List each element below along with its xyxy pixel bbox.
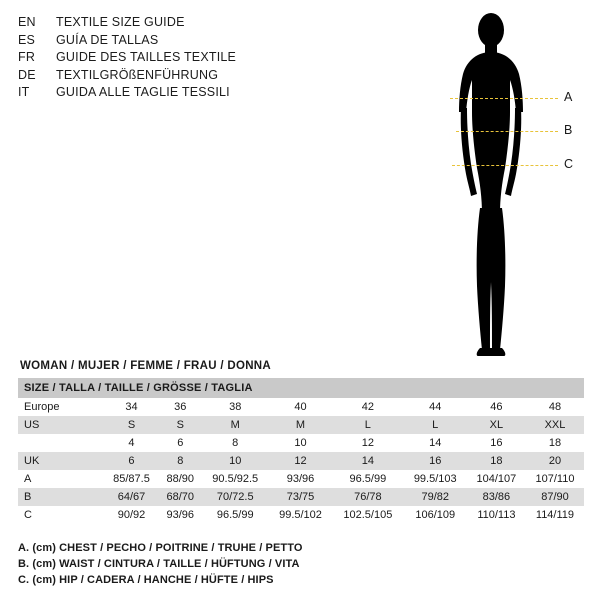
cell: 6 (177, 437, 184, 449)
title-row (18, 49, 398, 67)
measure-line-a (450, 98, 558, 99)
language-code: FR (18, 50, 36, 64)
title-text: TEXTILGRÖßENFÜHRUNG (56, 67, 219, 82)
cell: 68/70 (166, 491, 195, 503)
cell: 40 (294, 401, 307, 413)
cell: 38 (229, 401, 242, 413)
measure-label-c: C (564, 157, 574, 171)
cell: S (176, 419, 184, 431)
cell: 96.5/99 (216, 509, 254, 521)
cell: 16 (490, 437, 503, 449)
cell: XXL (544, 419, 566, 431)
title-row (18, 14, 398, 32)
title-row (18, 84, 398, 102)
cell: 6 (128, 455, 135, 467)
footnote-a: A. (cm) CHEST / PECHO / POITRINE / TRUHE / PETTO (18, 542, 303, 554)
cell: 10 (294, 437, 307, 449)
size-table (18, 378, 584, 524)
measure-label-b: B (564, 123, 573, 137)
cell: 20 (548, 455, 562, 467)
footnote-b: B. (cm) WAIST / CINTURA / TAILLE / HÜFTUNG / VITA (18, 558, 300, 570)
cell: 36 (174, 401, 187, 413)
language-code: IT (18, 85, 30, 99)
cell: 93/96 (286, 473, 315, 485)
table-row (18, 488, 584, 506)
cell: 18 (548, 437, 562, 449)
measure-label-a: A (564, 90, 573, 104)
cell: L (432, 419, 439, 431)
table-row (18, 416, 584, 434)
table-group-label: WOMAN / MUJER / FEMME / FRAU / DONNA (20, 360, 272, 372)
cell: 90.5/92.5 (212, 473, 259, 485)
cell: 114/119 (535, 509, 575, 521)
cell: 85/87.5 (113, 473, 150, 485)
measure-line-c (452, 165, 558, 166)
row-label: US (24, 419, 40, 431)
row-label (18, 434, 104, 452)
row-label: A (24, 473, 32, 485)
cell: 79/82 (421, 491, 449, 503)
cell: 8 (232, 437, 239, 449)
table-head-label: SIZE / TALLA / TAILLE / GRÖSSE / TAGLIA (24, 382, 253, 394)
cell: 102.5/105 (343, 509, 393, 521)
cell: S (127, 419, 136, 431)
cell: 107/110 (535, 473, 575, 485)
cell: 4 (128, 437, 135, 449)
table-row (18, 434, 584, 452)
measure-line-b (456, 131, 558, 132)
cell: M (230, 419, 240, 431)
cell: 42 (361, 401, 374, 413)
cell: M (295, 419, 306, 431)
language-code: ES (18, 32, 36, 47)
cell: 34 (125, 401, 138, 413)
cell: 73/75 (286, 491, 315, 503)
title-text: GUÍA DE TALLAS (56, 32, 159, 47)
cell: XL (489, 419, 504, 431)
cell: 110/113 (477, 509, 516, 521)
cell: 88/90 (166, 473, 195, 485)
cell: 87/90 (541, 491, 569, 503)
cell: 104/107 (476, 473, 517, 485)
cell: 48 (548, 401, 562, 413)
cell: 12 (361, 437, 374, 449)
title-row (18, 32, 398, 50)
title-block (18, 14, 398, 102)
size-table-section (18, 360, 584, 524)
cell: 93/96 (166, 509, 195, 521)
cell: 90/92 (117, 509, 146, 521)
cell: 46 (490, 401, 503, 413)
row-label: B (24, 491, 32, 503)
table-row (18, 398, 584, 416)
cell: 106/109 (415, 509, 456, 521)
footnote-c: C. (cm) HIP / CADERA / HANCHE / HÜFTE / HIPS (18, 574, 274, 586)
cell: 44 (429, 401, 442, 413)
row-label: C (24, 509, 32, 521)
cell: 76/78 (354, 491, 382, 503)
body-figure (430, 8, 590, 378)
title-row (18, 67, 398, 85)
row-label: UK (24, 455, 40, 467)
cell: 14 (429, 437, 442, 449)
cell: 14 (361, 455, 374, 467)
table-head-row (18, 378, 584, 398)
female-silhouette-icon (430, 8, 590, 378)
language-code: DE (18, 67, 36, 82)
table-row (18, 452, 584, 470)
cell: 64/67 (117, 491, 146, 503)
title-text: TEXTILE SIZE GUIDE (56, 15, 185, 29)
cell: 96.5/99 (349, 473, 387, 485)
cell: 99.5/103 (413, 473, 457, 485)
table-row (18, 506, 584, 524)
cell: 83/86 (482, 491, 511, 503)
footnotes (18, 540, 538, 588)
cell: 70/72.5 (216, 491, 254, 503)
cell: 8 (177, 455, 184, 467)
cell: L (364, 419, 371, 431)
cell: 18 (490, 455, 503, 467)
table-row (18, 470, 584, 488)
row-label: Europe (24, 401, 60, 413)
cell: 10 (229, 455, 242, 467)
cell: 16 (429, 455, 442, 467)
title-text: GUIDA ALLE TAGLIE TESSILI (56, 85, 230, 99)
language-code: EN (18, 15, 36, 29)
cell: 99.5/102 (279, 509, 322, 521)
cell: 12 (294, 455, 307, 467)
title-text: GUIDE DES TAILLES TEXTILE (56, 50, 237, 64)
